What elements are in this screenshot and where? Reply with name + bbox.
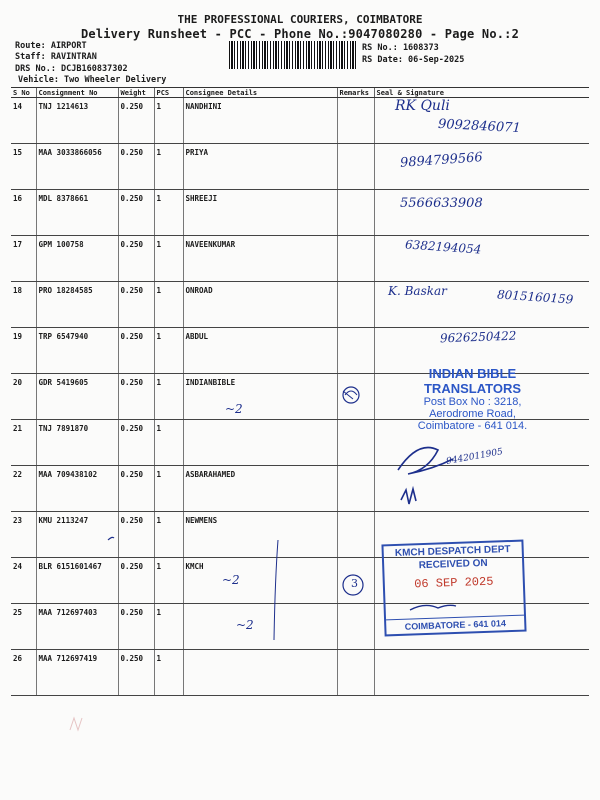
sno-cell: 16	[11, 190, 36, 236]
pcs-cell: 1	[154, 374, 183, 420]
sno-cell: 14	[11, 98, 36, 144]
sno-cell: 19	[11, 328, 36, 374]
stamp-bible-line2: Post Box No : 3218,	[423, 396, 522, 408]
col-pcs: PCS	[154, 88, 183, 98]
pcs-cell: 1	[154, 328, 183, 374]
signature-23-scribble-icon	[401, 489, 416, 504]
signature-19: 9626250422	[439, 328, 517, 346]
consignment-cell: GPM 100758	[36, 236, 118, 282]
stray-mark-icon	[108, 537, 114, 540]
sno-cell: 20	[11, 374, 36, 420]
signature-22-scribble-icon	[398, 448, 453, 475]
consignee-cell: INDIANBIBLE	[183, 374, 337, 420]
runsheet-title: Delivery Runsheet - PCC - Phone No.:9047080280 - Page No.:2	[80, 27, 520, 41]
consignment-cell: TNJ 7891870	[36, 420, 118, 466]
pcs-cell: 1	[154, 282, 183, 328]
pcs-cell: 1	[154, 420, 183, 466]
weight-cell: 0.250	[118, 190, 154, 236]
signature-15: 9894799566	[399, 150, 484, 171]
consignee-cell: NAVEENKUMAR	[183, 236, 337, 282]
remark-26: ~2	[236, 618, 254, 632]
pcs-cell: 1	[154, 604, 183, 650]
stamp-bible-line4: Coimbatore - 641 014.	[417, 420, 528, 432]
consignee-cell: PRIYA	[183, 144, 337, 190]
sno-cell: 22	[11, 466, 36, 512]
route-label: Route: AIRPORT	[15, 41, 87, 51]
weight-cell: 0.250	[118, 98, 154, 144]
signature-18-phone: 8015160159	[496, 287, 574, 307]
sno-cell: 18	[11, 282, 36, 328]
company-title: THE PROFESSIONAL COURIERS, COIMBATORE	[177, 13, 423, 26]
rs-date: RS Date: 06-Sep-2025	[362, 55, 465, 65]
vehicle-label: Vehicle: Two Wheeler Delivery	[18, 75, 167, 85]
col-sno: S No	[11, 88, 36, 98]
weight-cell: 0.250	[118, 604, 154, 650]
col-consignee: Consignee Details	[183, 88, 337, 98]
consignment-cell: PRO 18284585	[36, 282, 118, 328]
pcs-cell: 1	[154, 98, 183, 144]
bible-translators-stamp	[380, 366, 565, 432]
faint-mark-icon	[70, 718, 82, 730]
stamp-kmch-line1: KMCH DESPATCH DEPT	[394, 544, 511, 560]
weight-cell: 0.250	[118, 236, 154, 282]
stamp-kmch-line2: RECEIVED ON	[418, 557, 488, 572]
stray-line-icon	[274, 540, 278, 640]
signature-17: 6382194054	[404, 237, 482, 257]
signature-18-name: K. Baskar	[388, 284, 447, 298]
pcs-cell: 1	[154, 236, 183, 282]
remark-25: ~2	[222, 573, 240, 587]
sno-cell: 23	[11, 512, 36, 558]
pcs-cell: 1	[154, 466, 183, 512]
stamp-bible-line3: Aerodrome Road,	[429, 408, 516, 420]
weight-cell: 0.250	[118, 144, 154, 190]
consignment-cell: MDL 8378661	[36, 190, 118, 236]
weight-cell: 0.250	[118, 650, 154, 696]
consignee-cell: ONROAD	[183, 282, 337, 328]
col-weight: Weight	[118, 88, 154, 98]
consignment-cell: GDR 5419605	[36, 374, 118, 420]
consignment-cell: TNJ 1214613	[36, 98, 118, 144]
weight-cell: 0.250	[118, 374, 154, 420]
signature-16: 5566633908	[400, 196, 483, 211]
consignment-cell: MAA 3033866056	[36, 144, 118, 190]
pcs-cell: 1	[154, 512, 183, 558]
col-consignment: Consignment No	[36, 88, 118, 98]
weight-cell: 0.250	[118, 420, 154, 466]
sno-cell: 24	[11, 558, 36, 604]
pcs-cell: 1	[154, 144, 183, 190]
consignment-cell: MAA 709438102	[36, 466, 118, 512]
signature-22: 9442011905	[445, 447, 504, 467]
stamp-kmch-line4: COIMBATORE - 641 014	[386, 615, 524, 633]
consignee-cell: SHREEJI	[183, 190, 337, 236]
sno-cell: 21	[11, 420, 36, 466]
weight-cell: 0.250	[118, 466, 154, 512]
consignee-cell: ASBARAHAMED	[183, 466, 337, 512]
pcs-cell: 1	[154, 190, 183, 236]
consignee-cell: ABDUL	[183, 328, 337, 374]
pcs-cell: 1	[154, 650, 183, 696]
weight-cell: 0.250	[118, 328, 154, 374]
consignment-cell: KMU 2113247	[36, 512, 118, 558]
staff-label: Staff: RAVINTRAN	[15, 52, 97, 62]
sno-cell: 26	[11, 650, 36, 696]
drs-number: DRS No.: DCJB160837302	[15, 64, 128, 74]
stamp-bible-line1: INDIAN BIBLE TRANSLATORS	[423, 366, 522, 396]
remark-25-circle-number: 3	[351, 577, 358, 590]
col-signature: Seal & Signature	[374, 88, 589, 98]
consignee-cell: NANDHINI	[183, 98, 337, 144]
signature-14-phone: 9092846071	[437, 116, 522, 137]
signature-14-name: RK Quli	[395, 98, 450, 114]
consignment-cell: MAA 712697419	[36, 650, 118, 696]
remark-21: ~2	[225, 402, 243, 416]
consignment-cell: BLR 6151601467	[36, 558, 118, 604]
kmch-received-stamp	[381, 540, 526, 637]
consignee-cell: KMCH	[183, 558, 337, 604]
sno-cell: 17	[11, 236, 36, 282]
stamp-kmch-date: 06 SEP 2025	[413, 574, 494, 592]
rs-number: RS No.: 1608373	[362, 43, 439, 53]
weight-cell: 0.250	[118, 512, 154, 558]
sno-cell: 15	[11, 144, 36, 190]
sno-cell: 25	[11, 604, 36, 650]
consignment-cell: MAA 712697403	[36, 604, 118, 650]
weight-cell: 0.250	[118, 282, 154, 328]
consignment-cell: TRP 6547940	[36, 328, 118, 374]
pcs-cell: 1	[154, 558, 183, 604]
weight-cell: 0.250	[118, 558, 154, 604]
consignee-cell: NEWMENS	[183, 512, 337, 558]
col-remarks: Remarks	[337, 88, 374, 98]
